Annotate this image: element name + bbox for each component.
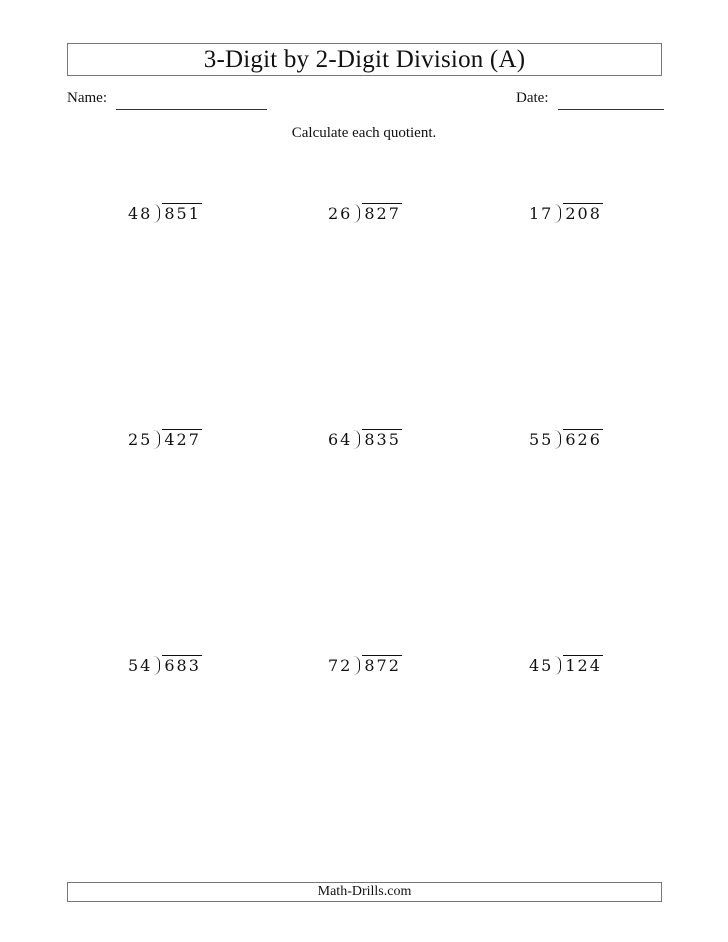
footer-text: Math-Drills.com [317, 884, 412, 899]
instructions: Calculate each quotient. [291, 125, 437, 141]
division-problem-3 [529, 198, 603, 224]
division-problem-6 [529, 424, 603, 450]
divisor: 25 [128, 430, 153, 449]
division-problem-9 [529, 650, 603, 676]
dividend: 827 [364, 204, 401, 223]
division-bracket [353, 430, 360, 449]
dividend: 626 [565, 430, 602, 449]
divisor: 55 [529, 430, 554, 449]
divisor: 26 [328, 204, 353, 223]
divisor: 45 [529, 656, 554, 675]
division-problem-1 [128, 198, 202, 224]
division-bracket [153, 430, 160, 449]
dividend: 208 [565, 204, 602, 223]
footer [67, 882, 662, 902]
date-line [558, 109, 664, 110]
divisor: 17 [529, 204, 554, 223]
dividend: 835 [364, 430, 401, 449]
division-bracket [554, 430, 561, 449]
dividend: 851 [164, 204, 201, 223]
divisor: 48 [128, 204, 153, 223]
division-bracket [353, 656, 360, 675]
division-problem-8 [328, 650, 402, 676]
dividend: 683 [164, 656, 201, 675]
divisor: 64 [328, 430, 353, 449]
name-label: Name: [67, 90, 107, 106]
division-problem-7 [128, 650, 202, 676]
division-bracket [353, 204, 360, 223]
name-line [116, 109, 267, 110]
division-problem-2 [328, 198, 402, 224]
date-label: Date: [516, 90, 549, 106]
division-problem-4 [128, 424, 202, 450]
division-bracket [153, 656, 160, 675]
title-text: 3-Digit by 2-Digit Division (A) [203, 45, 526, 73]
dividend: 872 [364, 656, 401, 675]
divisor: 54 [128, 656, 153, 675]
division-bracket [153, 204, 160, 223]
dividend: 124 [565, 656, 602, 675]
division-bracket [554, 204, 561, 223]
division-bracket [554, 656, 561, 675]
division-problem-5 [328, 424, 402, 450]
dividend: 427 [164, 430, 201, 449]
divisor: 72 [328, 656, 353, 675]
worksheet-title [67, 43, 662, 76]
